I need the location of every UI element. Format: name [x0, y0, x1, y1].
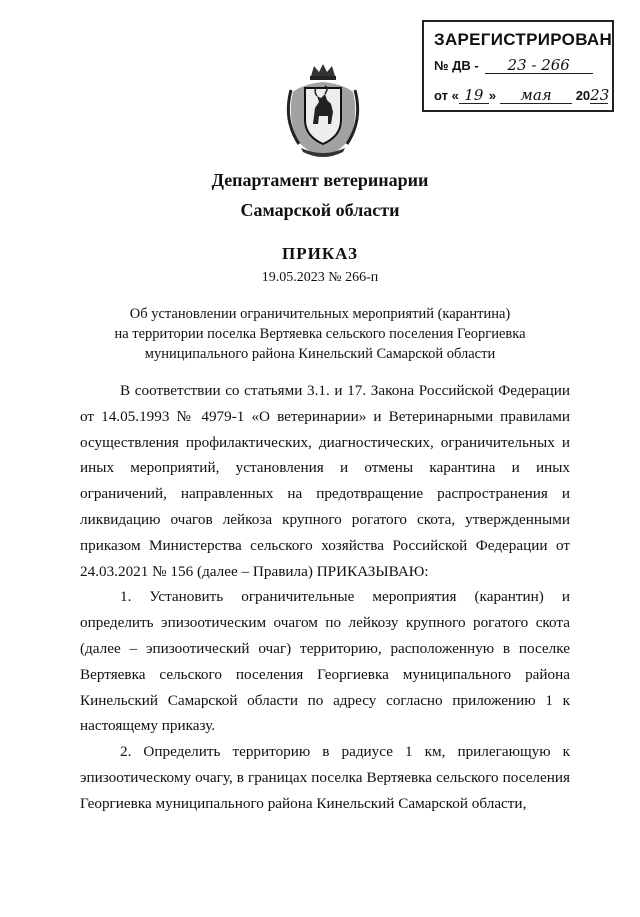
registration-stamp: [422, 20, 614, 112]
doc-date-number: 19.05.2023 № 266-п: [261, 270, 379, 285]
coat-of-arms-emblem: [283, 62, 363, 158]
body-item-1: 1. Установить ограничительные мероприятия (карантин) и определить эпизоотическим очагом по лейкозу крупного рогатого скота (далее – эпизоотический очаг) территорию, расположенную в поселке Вертяевка сельского поселения Георгиевка муниципального района Кинельский Самарской области по адресу согласно приложению 1 к настоящему приказу.: [80, 588, 570, 735]
subject-line1: Об установлении ограничительных мероприятий (карантина): [129, 306, 511, 322]
doc-type-title: ПРИКАЗ: [282, 244, 358, 263]
body-item-2: 2. Определить территорию в радиусе 1 км, прилегающую к эпизоотическому очагу, в границах поселка Вертяевка сельского поселения Георгиевка муниципального района Кинельский Самарской области,: [80, 743, 570, 812]
stamp-title: ЗАРЕГИСТРИРОВАН: [434, 30, 613, 49]
stamp-date-mid: »: [488, 88, 497, 103]
stamp-date-prefix: от «: [434, 88, 459, 103]
stamp-date-day: 19: [459, 88, 489, 104]
department-name-line1: Департамент ветеринарии: [211, 170, 429, 190]
body-preamble: В соответствии со статьями 3.1. и 17. Закона Российской Федерации от 14.05.1993 № 4979-1 «О ветеринарии» и Ветеринарными правилами осуществления профилактических, диагностических, ограничительных и иных мероприятий, установления и отмены карантина и иных ограничений, направленных на предотвращение распространения и ликвидацию очагов лейкоза крупного рогатого скота, утвержденными приказом Министерства сельского хозяйства Российской Федерации от 24.03.2021 № 156 (далее – Правила) ПРИКАЗЫВАЮ:: [80, 382, 570, 580]
stamp-year-suffix: 23: [590, 86, 610, 104]
stamp-date-line: [434, 88, 608, 104]
stamp-date-month: мая: [500, 88, 572, 104]
stamp-number-handwritten: 23 - 266: [485, 58, 593, 74]
stamp-year-prefix: 20: [575, 88, 591, 103]
stamp-number-line: [434, 58, 593, 74]
stamp-number-label: № ДВ -: [434, 58, 479, 73]
subject-line2: на территории поселка Вертяевка сельского поселения Георгиевка: [114, 326, 526, 342]
department-name-line2: Самарской области: [240, 200, 400, 220]
document-body: [80, 378, 570, 817]
subject-line3: муниципального района Кинельский Самарской области: [144, 346, 496, 362]
doc-subject: [0, 304, 640, 364]
